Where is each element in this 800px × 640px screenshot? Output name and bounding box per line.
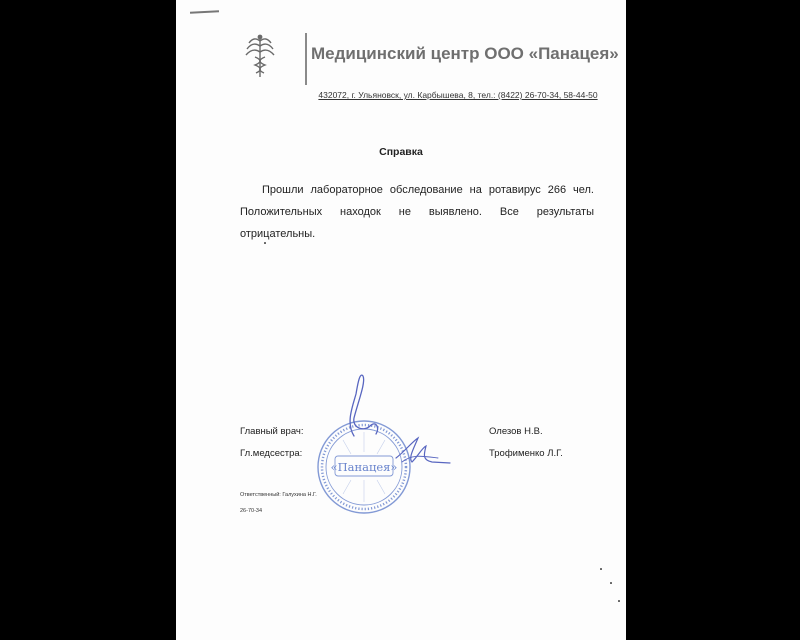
nurse-signature: [392, 432, 452, 472]
document-page: [176, 0, 626, 640]
document-title: Справка: [379, 146, 423, 158]
header-divider: [305, 33, 307, 85]
head-nurse-label: Гл.медсестра:: [240, 448, 303, 459]
document-body: Прошли лабораторное обследование на ротавирус 266 чел. Положительных находок не выявлено. Все результаты отрицательны.: [240, 184, 594, 240]
address-text: 432072, г. Ульяновск, ул. Карбышева, 8, тел.: (8422) 26-70-34, 58-44-50: [318, 90, 598, 100]
scan-speck: [264, 242, 266, 244]
scan-speck: [618, 600, 620, 602]
head-nurse-name: Трофименко Л.Г.: [489, 448, 563, 459]
chief-doctor-name: Олезов Н.В.: [489, 426, 543, 437]
scan-mark: [190, 10, 219, 14]
chief-doctor-label: Главный врач:: [240, 426, 304, 437]
responsible-phone: 26-70-34: [240, 508, 263, 514]
stamp-text: «Панацея»: [330, 460, 398, 474]
responsible-person: Ответственный: Галухина Н.Г.: [240, 492, 317, 498]
scan-speck: [610, 582, 612, 584]
chief-signature: [336, 368, 396, 448]
scan-speck: [600, 568, 602, 570]
organization-address: [176, 90, 626, 100]
caduceus-logo-icon: [243, 33, 277, 79]
organization-name: Медицинский центр ООО «Панацея»: [311, 44, 619, 63]
